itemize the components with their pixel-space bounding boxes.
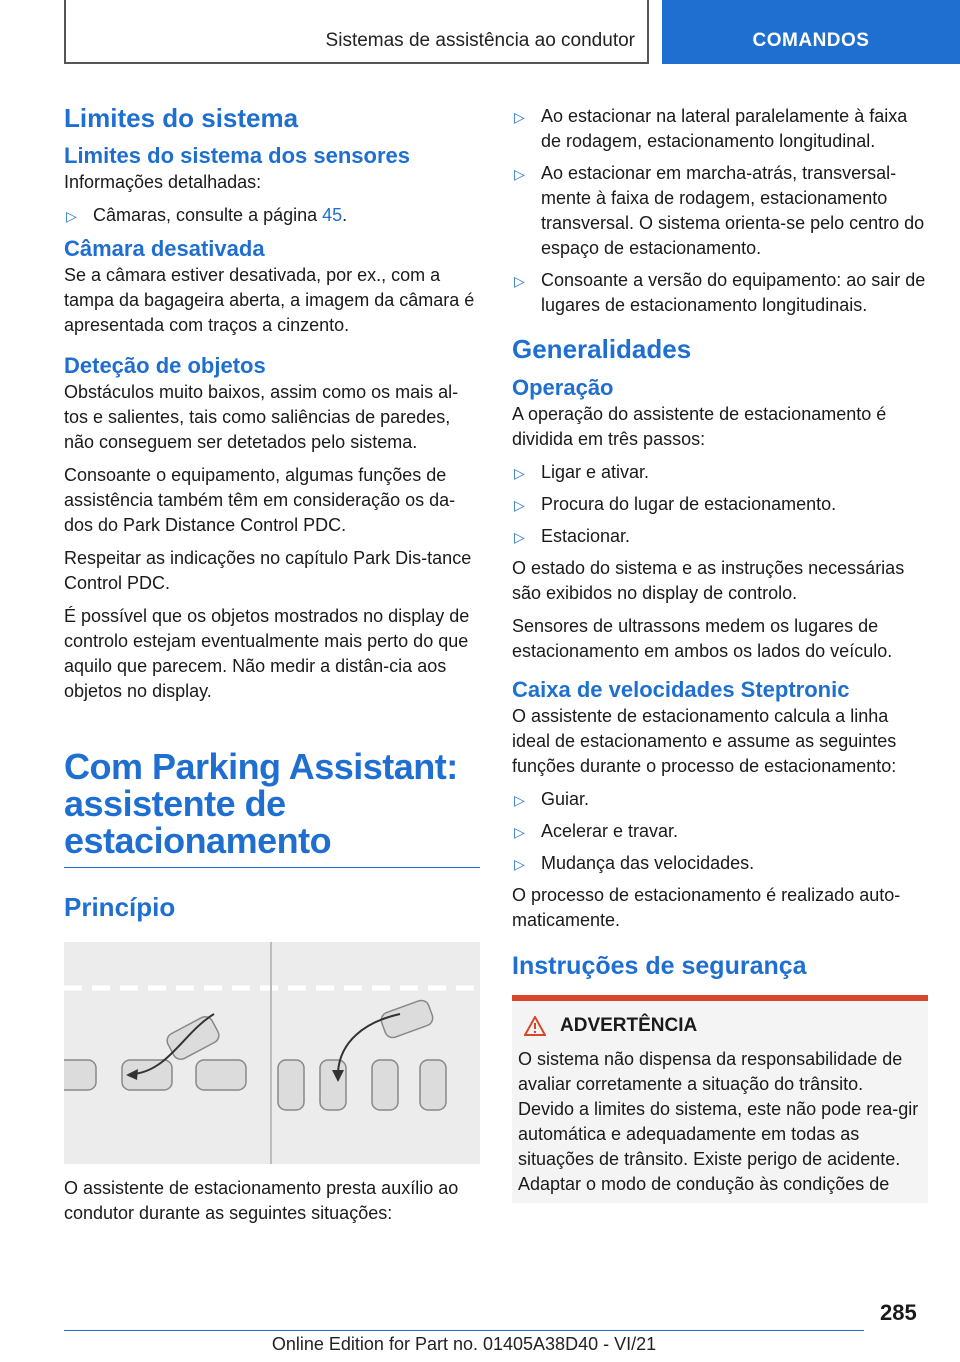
header-section-title: Sistemas de assistência ao condutor bbox=[325, 30, 635, 51]
detection-paragraph: Respeitar as indicações no capítulo Park Dis-tance Control PDC. bbox=[64, 548, 472, 593]
heading-steptronic: Caixa de velocidades Steptronic bbox=[512, 677, 850, 702]
parking-diagram-svg bbox=[64, 942, 480, 1164]
right-column bbox=[512, 104, 928, 1203]
footer-edition: Online Edition for Part no. 01405A38D40 - VI/21 bbox=[271, 1334, 657, 1354]
triangle-bullet-icon: ▷ bbox=[514, 529, 525, 545]
heading-safety: Instruções de segurança bbox=[512, 952, 807, 980]
header-section bbox=[64, 0, 649, 64]
list-item: ▷ Acelerar e travar. bbox=[512, 819, 928, 844]
triangle-bullet-icon: ▷ bbox=[514, 465, 525, 481]
heading-system-limits: Limites do sistema bbox=[64, 103, 299, 133]
list-item: ▷ Ao estacionar em marcha-atrás, transversal-mente à faixa de rodagem, estacionamento transversal. O sistema orienta-se pelo centro do espaço de estacionamento. bbox=[514, 163, 925, 258]
detection-paragraph: Obstáculos muito baixos, assim como os mais al-tos e salientes, tais como saliências de paredes, não conseguem ser detetados pelo sistema. bbox=[64, 382, 459, 452]
principle-text: O assistente de estacionamento presta auxílio ao condutor durante as seguintes situações: bbox=[64, 1178, 459, 1223]
list-item: ▷ Ligar e ativar. bbox=[512, 460, 928, 485]
list-item: ▷ Mudança das velocidades. bbox=[512, 851, 928, 876]
triangle-bullet-icon: ▷ bbox=[66, 208, 77, 224]
warning-text: O sistema não dispensa da responsabilidade de avaliar corretamente a situação do trânsito. Devido a limites do sistema, este não pode rea-gir automática e adequadamente em todas as situações de trânsito. Existe perigo de acidente. Adaptar o modo de condução às condições de bbox=[518, 1049, 919, 1194]
triangle-bullet-icon: ▷ bbox=[514, 109, 525, 125]
parking-illustration bbox=[64, 942, 480, 1164]
list-item: ▷ Estacionar. bbox=[512, 524, 928, 549]
detection-paragraph: Consoante o equipamento, algumas funções de assistência também têm em consideração os da-dos do Park Distance Control PDC. bbox=[64, 465, 456, 535]
header-chapter-title: COMANDOS bbox=[752, 30, 870, 51]
triangle-bullet-icon: ▷ bbox=[514, 792, 525, 808]
heading-camera-off: Câmara desativada bbox=[64, 236, 265, 261]
triangle-bullet-icon: ▷ bbox=[514, 824, 525, 840]
detection-paragraph: É possível que os objetos mostrados no display de controlo estejam eventualmente mais perto do que aquilo que parecem. Não medir a distân-cia aos objetos no display. bbox=[64, 606, 470, 701]
auto-text: O processo de estacionamento é realizado auto-maticamente. bbox=[512, 885, 901, 930]
list-item: ▷ Ao estacionar na lateral paralelamente à faixa de rodagem, estacionamento longitudinal. bbox=[514, 106, 908, 151]
triangle-bullet-icon: ▷ bbox=[514, 497, 525, 513]
heading-sensor-limits: Limites do sistema dos sensores bbox=[64, 143, 411, 168]
warning-title: ADVERTÊNCIA bbox=[524, 1015, 922, 1037]
page-number: 285 bbox=[880, 1300, 917, 1325]
situations-list bbox=[512, 104, 928, 318]
heading-general: Generalidades bbox=[512, 334, 692, 364]
status-text: O estado do sistema e as instruções necessárias são exibidos no display de controlo. bbox=[512, 558, 905, 603]
triangle-bullet-icon: ▷ bbox=[514, 166, 525, 182]
heading-parking-assistant: Com Parking Assistant: assistente de estacionamento bbox=[64, 748, 480, 868]
steptronic-text: O assistente de estacionamento calcula a linha ideal de estacionamento e assume as seguintes funções durante o processo de estacionamento: bbox=[512, 706, 897, 776]
operation-text: A operação do assistente de estacionamento é dividida em três passos: bbox=[512, 404, 887, 449]
sensors-text: Sensores de ultrassons medem os lugares de estacionamento em ambos os lados do veículo. bbox=[512, 616, 893, 661]
heading-object-detection: Deteção de objetos bbox=[64, 353, 266, 378]
triangle-bullet-icon: ▷ bbox=[514, 273, 525, 289]
heading-principle: Princípio bbox=[64, 892, 176, 922]
list-item: ▷ Guiar. bbox=[512, 787, 928, 812]
steps-list bbox=[512, 460, 928, 549]
left-column bbox=[64, 100, 480, 1226]
header-chapter-tab[interactable] bbox=[662, 0, 960, 64]
functions-list bbox=[512, 787, 928, 876]
footer-divider bbox=[64, 1330, 864, 1331]
page-link[interactable]: 45 bbox=[322, 205, 343, 225]
list-item: ▷ Consoante a versão do equipamento: ao sair de lugares de estacionamento longitudinais. bbox=[514, 270, 926, 315]
warning-box bbox=[512, 995, 928, 1203]
info-label: Informações detalhadas: bbox=[64, 172, 262, 192]
camera-off-text: Se a câmara estiver desativada, por ex., com a tampa da bagageira aberta, a imagem da câmara é apresentada com traços a cinzento. bbox=[64, 265, 475, 335]
warning-triangle-icon bbox=[524, 1016, 546, 1036]
triangle-bullet-icon: ▷ bbox=[514, 856, 525, 872]
heading-operation: Operação bbox=[512, 375, 614, 400]
info-list bbox=[64, 203, 480, 228]
list-item: ▷ Procura do lugar de estacionamento. bbox=[512, 492, 928, 517]
list-item: ▷ Câmaras, consulte a página 45. bbox=[64, 203, 480, 228]
